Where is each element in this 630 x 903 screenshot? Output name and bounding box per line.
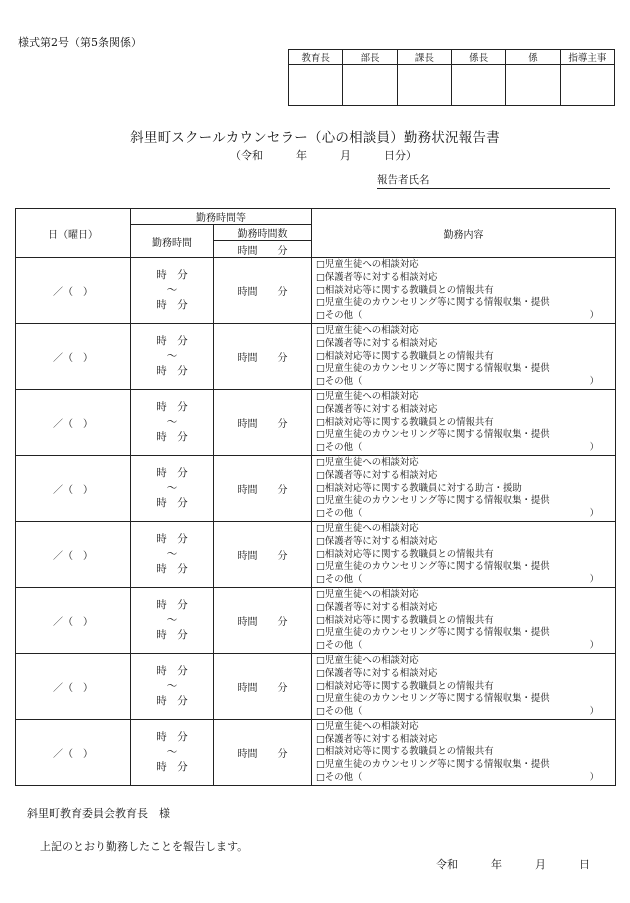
- duration-cell[interactable]: 時間 分: [214, 587, 312, 653]
- header-content: 勤務内容: [312, 209, 616, 258]
- day-cell[interactable]: ／（ ）: [16, 719, 131, 785]
- content-other-label: □その他（: [316, 706, 363, 718]
- content-checkbox-item[interactable]: □児童生徒への相談対応: [316, 654, 419, 666]
- header-day: 日（曜日）: [16, 209, 131, 258]
- table-row: [16, 323, 616, 389]
- content-other-close: ）: [589, 706, 599, 718]
- approval-header-director: 部長: [343, 50, 397, 65]
- content-other-item[interactable]: [316, 508, 615, 521]
- content-cell: [312, 258, 616, 324]
- start-time: 時 分: [156, 400, 188, 413]
- content-other-close: ）: [589, 376, 599, 388]
- time-separator: ～: [166, 613, 178, 626]
- content-other-label: □その他（: [316, 310, 363, 322]
- approval-stamp-box[interactable]: [289, 65, 343, 106]
- duration-cell[interactable]: 時間 分: [214, 323, 312, 389]
- approval-header-superintendent: 教育長: [289, 50, 343, 65]
- content-checkbox-item[interactable]: □相談対応等に関する教職員との情報共有: [316, 284, 494, 296]
- content-other-close: ）: [589, 574, 599, 586]
- duration-cell[interactable]: 時間 分: [214, 521, 312, 587]
- content-other-close: ）: [589, 310, 599, 322]
- table-row: [16, 521, 616, 587]
- content-other-item[interactable]: [316, 706, 615, 719]
- content-checkbox-item[interactable]: □児童生徒への相談対応: [316, 324, 419, 336]
- content-checkbox-item[interactable]: □児童生徒のカウンセリング等に関する情報収集・提供: [316, 363, 550, 375]
- content-other-item[interactable]: [316, 574, 615, 587]
- day-cell[interactable]: ／（ ）: [16, 323, 131, 389]
- work-time-cell[interactable]: [131, 653, 214, 719]
- content-other-label: □その他（: [316, 442, 363, 454]
- content-other-item[interactable]: [316, 640, 615, 653]
- content-checkbox-item[interactable]: □児童生徒のカウンセリング等に関する情報収集・提供: [316, 429, 550, 441]
- work-time-cell[interactable]: [131, 455, 214, 521]
- content-checkbox-item[interactable]: □児童生徒への相談対応: [316, 522, 419, 534]
- day-cell[interactable]: ／（ ）: [16, 587, 131, 653]
- work-time-cell[interactable]: [131, 521, 214, 587]
- content-cell: [312, 323, 616, 389]
- content-other-item[interactable]: [316, 310, 615, 323]
- approval-header-supervisor: 指導主事: [560, 50, 614, 65]
- start-time: 時 分: [156, 730, 188, 743]
- approval-stamp-box[interactable]: [343, 65, 397, 106]
- duration-cell[interactable]: 時間 分: [214, 258, 312, 324]
- end-time: 時 分: [156, 430, 188, 443]
- table-row: [16, 455, 616, 521]
- header-work-hours-count: 勤務時間数: [214, 225, 312, 241]
- content-other-close: ）: [589, 640, 599, 652]
- content-checkbox-item[interactable]: □児童生徒への相談対応: [316, 720, 419, 732]
- end-time: 時 分: [156, 760, 188, 773]
- day-cell[interactable]: ／（ ）: [16, 258, 131, 324]
- work-time-cell[interactable]: [131, 587, 214, 653]
- duration-cell[interactable]: 時間 分: [214, 455, 312, 521]
- end-time: 時 分: [156, 364, 188, 377]
- time-separator: ～: [166, 481, 178, 494]
- content-other-label: □その他（: [316, 772, 363, 784]
- content-other-item[interactable]: [316, 772, 615, 785]
- day-cell[interactable]: ／（ ）: [16, 389, 131, 455]
- end-time: 時 分: [156, 694, 188, 707]
- reporter-name-field[interactable]: [377, 172, 610, 189]
- approval-header-staff: 係: [506, 50, 560, 65]
- work-record-table: [15, 208, 616, 786]
- content-checkbox-item[interactable]: □保護者等に対する相談対応: [316, 733, 438, 745]
- content-checkbox-item[interactable]: □相談対応等に関する教職員との情報共有: [316, 614, 494, 626]
- content-cell: [312, 521, 616, 587]
- content-checkbox-item[interactable]: □相談対応等に関する教職員との情報共有: [316, 416, 494, 428]
- content-checkbox-item[interactable]: □児童生徒への相談対応: [316, 259, 419, 270]
- work-time-cell[interactable]: [131, 258, 214, 324]
- content-checkbox-item[interactable]: □児童生徒のカウンセリング等に関する情報収集・提供: [316, 693, 550, 705]
- table-row: [16, 653, 616, 719]
- day-cell[interactable]: ／（ ）: [16, 653, 131, 719]
- work-time-cell[interactable]: [131, 323, 214, 389]
- approval-stamp-box[interactable]: [560, 65, 614, 106]
- content-checkbox-item[interactable]: □相談対応等に関する教職員との情報共有: [316, 680, 494, 692]
- content-checkbox-item[interactable]: □児童生徒のカウンセリング等に関する情報収集・提供: [316, 627, 550, 639]
- content-checkbox-item[interactable]: □児童生徒への相談対応: [316, 456, 419, 468]
- content-checkbox-item[interactable]: □相談対応等に関する教職員に対する助言・援助: [316, 482, 522, 494]
- duration-cell[interactable]: 時間 分: [214, 389, 312, 455]
- content-checkbox-item[interactable]: □保護者等に対する相談対応: [316, 601, 438, 613]
- time-separator: ～: [166, 349, 178, 362]
- start-time: 時 分: [156, 466, 188, 479]
- content-cell: [312, 653, 616, 719]
- content-cell: [312, 389, 616, 455]
- table-row: [16, 258, 616, 324]
- content-checkbox-item[interactable]: □児童生徒のカウンセリング等に関する情報収集・提供: [316, 495, 550, 507]
- end-time: 時 分: [156, 496, 188, 509]
- start-time: 時 分: [156, 268, 188, 281]
- header-unit: 時間 分: [214, 241, 312, 258]
- content-checkbox-item[interactable]: □児童生徒のカウンセリング等に関する情報収集・提供: [316, 561, 550, 573]
- work-time-cell[interactable]: [131, 389, 214, 455]
- content-other-label: □その他（: [316, 640, 363, 652]
- report-statement: 上記のとおり勤務したことを報告します。: [40, 840, 249, 853]
- duration-cell[interactable]: 時間 分: [214, 653, 312, 719]
- addressee: 斜里町教育委員会教育長 様: [27, 807, 170, 820]
- content-other-item[interactable]: [316, 442, 615, 455]
- content-checkbox-item[interactable]: □相談対応等に関する教職員との情報共有: [316, 350, 494, 362]
- time-separator: ～: [166, 745, 178, 758]
- content-checkbox-item[interactable]: □児童生徒への相談対応: [316, 588, 419, 600]
- end-time: 時 分: [156, 298, 188, 311]
- content-checkbox-item[interactable]: □相談対応等に関する教職員との情報共有: [316, 746, 494, 758]
- day-cell[interactable]: ／（ ）: [16, 521, 131, 587]
- table-row: [16, 587, 616, 653]
- day-cell[interactable]: ／（ ）: [16, 455, 131, 521]
- document-title: 斜里町スクールカウンセラー（心の相談員）勤務状況報告書: [130, 130, 500, 146]
- header-work-time-group: 勤務時間等: [131, 209, 312, 225]
- approval-stamp-box[interactable]: [397, 65, 451, 106]
- work-time-cell[interactable]: [131, 719, 214, 785]
- start-time: 時 分: [156, 334, 188, 347]
- content-checkbox-item[interactable]: □相談対応等に関する教職員との情報共有: [316, 548, 494, 560]
- content-checkbox-item[interactable]: □児童生徒のカウンセリング等に関する情報収集・提供: [316, 759, 550, 771]
- time-separator: ～: [166, 547, 178, 560]
- content-other-label: □その他（: [316, 376, 363, 388]
- time-separator: ～: [166, 679, 178, 692]
- start-time: 時 分: [156, 664, 188, 677]
- content-other-close: ）: [589, 508, 599, 520]
- content-other-close: ）: [589, 442, 599, 454]
- content-checkbox-item[interactable]: □児童生徒への相談対応: [316, 390, 419, 402]
- reporter-name-label: 報告者氏名: [377, 174, 430, 186]
- content-checkbox-item[interactable]: □児童生徒のカウンセリング等に関する情報収集・提供: [316, 297, 550, 309]
- content-cell: [312, 719, 616, 785]
- content-other-close: ）: [589, 772, 599, 784]
- approval-stamp-box[interactable]: [451, 65, 505, 106]
- end-time: 時 分: [156, 628, 188, 641]
- table-row: [16, 719, 616, 785]
- signature-date: 令和 年 月 日: [436, 858, 590, 871]
- content-other-item[interactable]: [316, 376, 615, 389]
- approval-header-section-chief: 課長: [397, 50, 451, 65]
- time-separator: ～: [166, 283, 178, 296]
- approval-stamp-table: [288, 49, 615, 106]
- content-checkbox-item[interactable]: □保護者等に対する相談対応: [316, 271, 438, 283]
- start-time: 時 分: [156, 532, 188, 545]
- content-checkbox-item[interactable]: □保護者等に対する相談対応: [316, 667, 438, 679]
- table-row: [16, 389, 616, 455]
- start-time: 時 分: [156, 598, 188, 611]
- end-time: 時 分: [156, 562, 188, 575]
- header-work-hours: 勤務時間: [131, 225, 214, 258]
- approval-stamp-box[interactable]: [506, 65, 560, 106]
- content-other-label: □その他（: [316, 508, 363, 520]
- form-number: 様式第2号（第5条関係）: [18, 36, 142, 49]
- content-cell: [312, 455, 616, 521]
- content-cell: [312, 587, 616, 653]
- duration-cell[interactable]: 時間 分: [214, 719, 312, 785]
- content-other-label: □その他（: [316, 574, 363, 586]
- content-checkbox-item[interactable]: □保護者等に対する相談対応: [316, 403, 438, 415]
- content-checkbox-item[interactable]: □保護者等に対する相談対応: [316, 535, 438, 547]
- content-checkbox-item[interactable]: □保護者等に対する相談対応: [316, 337, 438, 349]
- approval-header-subsection-chief: 係長: [451, 50, 505, 65]
- time-separator: ～: [166, 415, 178, 428]
- report-period: （令和 年 月 日分）: [230, 149, 417, 162]
- content-checkbox-item[interactable]: □保護者等に対する相談対応: [316, 469, 438, 481]
